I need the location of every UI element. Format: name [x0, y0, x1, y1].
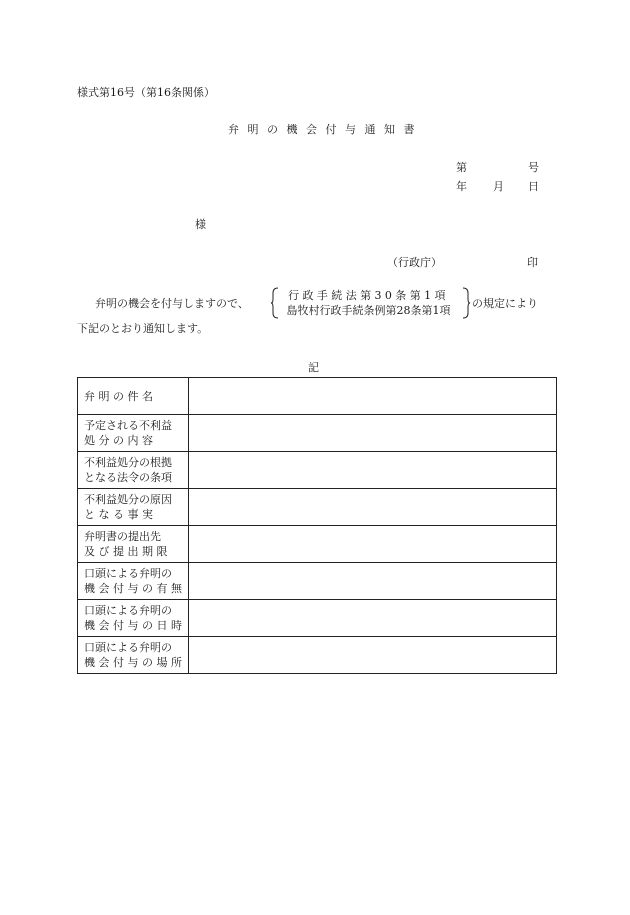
table-row — [78, 526, 557, 563]
row-label-line-2: 機 会 付 与 の 場 所 — [84, 656, 182, 669]
date-month: 月 — [493, 180, 504, 193]
row-label-line-1: 予定される不利益 — [84, 419, 172, 432]
law-bracket — [271, 287, 466, 317]
row-label-line-1: 口頭による弁明の — [84, 567, 172, 580]
row-value — [189, 489, 557, 526]
ki-heading: 記 — [308, 361, 319, 374]
row-label-line-2: 及 び 提 出 期 限 — [84, 545, 168, 558]
body-tail: の規定により — [472, 297, 538, 310]
row-value — [189, 563, 557, 600]
date-year: 年 — [456, 180, 467, 193]
row-value — [189, 415, 557, 452]
row-label-line-1: 口頭による弁明の — [84, 604, 172, 617]
row-label — [78, 526, 189, 563]
row-label — [78, 452, 189, 489]
seal-mark: 印 — [527, 256, 538, 269]
row-label — [78, 563, 189, 600]
row-value — [189, 526, 557, 563]
right-brace-icon — [462, 287, 470, 319]
body-line-2: 下記のとおり通知します。 — [77, 322, 209, 335]
row-value — [189, 600, 557, 637]
table-row — [78, 563, 557, 600]
row-label — [78, 378, 189, 415]
row-value — [189, 452, 557, 489]
row-label-line-1: 不利益処分の根拠 — [84, 456, 172, 469]
row-value — [189, 378, 557, 415]
row-label — [78, 637, 189, 674]
row-value — [189, 637, 557, 674]
details-table — [77, 377, 557, 674]
row-label — [78, 600, 189, 637]
table-row — [78, 415, 557, 452]
row-label-line-2: となる法令の条項 — [84, 471, 172, 484]
row-label — [78, 415, 189, 452]
row-label-line-1: 弁 明 の 件 名 — [84, 389, 153, 403]
row-label-line-2: と な る 事 実 — [84, 508, 153, 521]
body-lead: 弁明の機会を付与しますので、 — [95, 297, 249, 310]
table-row — [78, 452, 557, 489]
form-number: 様式第16号（第16条関係） — [77, 86, 215, 99]
date-day: 日 — [528, 180, 539, 193]
table-row — [78, 637, 557, 674]
table-row — [78, 489, 557, 526]
row-label-line-2: 機 会 付 与 の 日 時 — [84, 619, 182, 632]
addressee-honorific: 様 — [195, 218, 206, 231]
law-line-2: 島牧村行政手続条例第28条第1項 — [286, 304, 451, 317]
ref-number-go: 号 — [528, 161, 539, 174]
row-label-line-2: 機 会 付 与 の 有 無 — [84, 582, 182, 595]
document-title: 弁明の機会付与通知書 — [228, 123, 423, 136]
table-row — [78, 600, 557, 637]
row-label-line-1: 口頭による弁明の — [84, 641, 172, 654]
row-label — [78, 489, 189, 526]
ref-number-dai: 第 — [456, 161, 467, 174]
issuing-agency: （行政庁） — [387, 256, 442, 269]
row-label-line-1: 不利益処分の原因 — [84, 493, 172, 506]
law-line-1: 行政手続法第30条第1項 — [288, 289, 449, 302]
table-row — [78, 378, 557, 415]
row-label-line-1: 弁明書の提出先 — [84, 530, 161, 543]
row-label-line-2: 処 分 の 内 容 — [84, 434, 153, 447]
